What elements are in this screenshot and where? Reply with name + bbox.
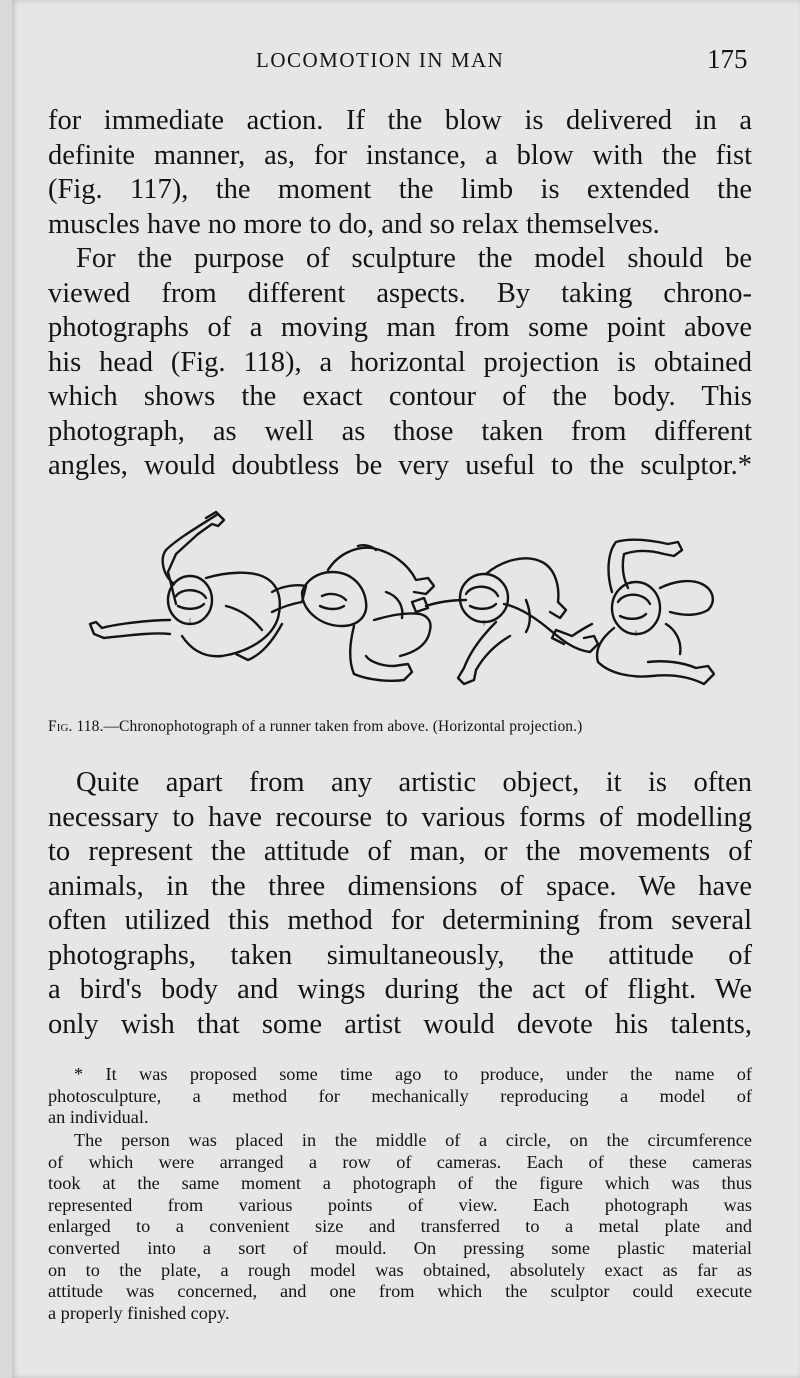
footnote-line: a properly finished copy. xyxy=(48,1302,230,1323)
figure-caption-text: —Chronophotograph of a runner taken from above. (Horizontal projection.) xyxy=(103,718,583,735)
runner-figure-3 xyxy=(412,558,598,684)
text-line: which shows the exact contour of the body. This xyxy=(48,381,752,412)
paragraph-3 xyxy=(48,766,752,1042)
footnote-line: photosculpture, a method for mechanically reproducing a model of xyxy=(48,1085,752,1106)
text-line: Quite apart from any artistic object, it is often xyxy=(76,767,752,798)
footnote-line: enlarged to a convenient size and transferred to a metal plate and xyxy=(48,1216,752,1237)
text-line: animals, in the three dimensions of space. We have xyxy=(48,870,752,902)
text-line: definite manner, as, for instance, a blow with the fist xyxy=(48,139,752,171)
text-line: photograph, as well as those taken from different xyxy=(48,415,752,447)
runner-figure-1 xyxy=(90,512,306,660)
footnote-1 xyxy=(48,1064,752,1129)
footnote-2 xyxy=(48,1130,752,1324)
footnote-line: of which were arranged a row of cameras. Each of these cameras xyxy=(48,1151,752,1172)
text-line: his head (Fig. 118), a horizontal projection is obtained xyxy=(48,346,752,378)
figure-caption xyxy=(48,718,764,736)
paragraph-2 xyxy=(48,242,752,484)
text-line: for immediate action. If the blow is delivered in a xyxy=(48,105,752,136)
footnote-line: * It was proposed some time ago to produce, under the name of xyxy=(74,1064,752,1084)
footnote-line: The person was placed in the middle of a circle, on the circumference xyxy=(74,1130,752,1150)
running-title: LOCOMOTION IN MAN xyxy=(256,48,505,72)
footnote-line: took at the same moment a photograph of the figure which was thus xyxy=(48,1173,752,1194)
book-page xyxy=(12,0,800,1378)
text-line: only wish that some artist would devote his talents, xyxy=(48,1008,752,1040)
runner-figure-4 xyxy=(552,540,714,684)
text-line: For the purpose of sculpture the model should be xyxy=(76,243,752,274)
runner-figure-2 xyxy=(302,545,434,681)
runner-chronophotograph-figure xyxy=(86,496,726,716)
text-line: muscles have no more to do, and so relax themselves. xyxy=(48,208,660,240)
runner-illustration xyxy=(86,496,726,716)
text-line: often utilized this method for determining from several xyxy=(48,905,752,936)
footnote-line: converted into a sort of mould. On pressing some plastic material xyxy=(48,1237,752,1258)
footnote-line: on to the plate, a rough model was obtained, absolutely exact as far as xyxy=(48,1259,752,1280)
text-line: angles, would doubtless be very useful to the sculptor.* xyxy=(48,450,752,481)
text-line: photographs of a moving man from some point above xyxy=(48,312,752,343)
text-line: necessary to have recourse to various forms of modelling xyxy=(48,801,752,833)
page-number: 175 xyxy=(707,44,748,74)
page-header xyxy=(12,44,800,84)
text-line: to represent the attitude of man, or the movements of xyxy=(48,836,752,867)
footnote-line: an individual. xyxy=(48,1107,149,1128)
text-line: (Fig. 117), the moment the limb is extended the xyxy=(48,174,752,205)
footnote-line: attitude was concerned, and one from which the sculptor could execute xyxy=(48,1281,752,1302)
footnote-line: represented from various points of view. Each photograph was xyxy=(48,1194,752,1215)
paragraph-1 xyxy=(48,104,752,242)
text-line: photographs, taken simultaneously, the attitude of xyxy=(48,939,752,971)
text-line: viewed from different aspects. By taking chrono- xyxy=(48,277,752,309)
text-line: a bird's body and wings during the act of flight. We xyxy=(48,974,752,1005)
figure-label: Fig. 118. xyxy=(48,718,104,735)
